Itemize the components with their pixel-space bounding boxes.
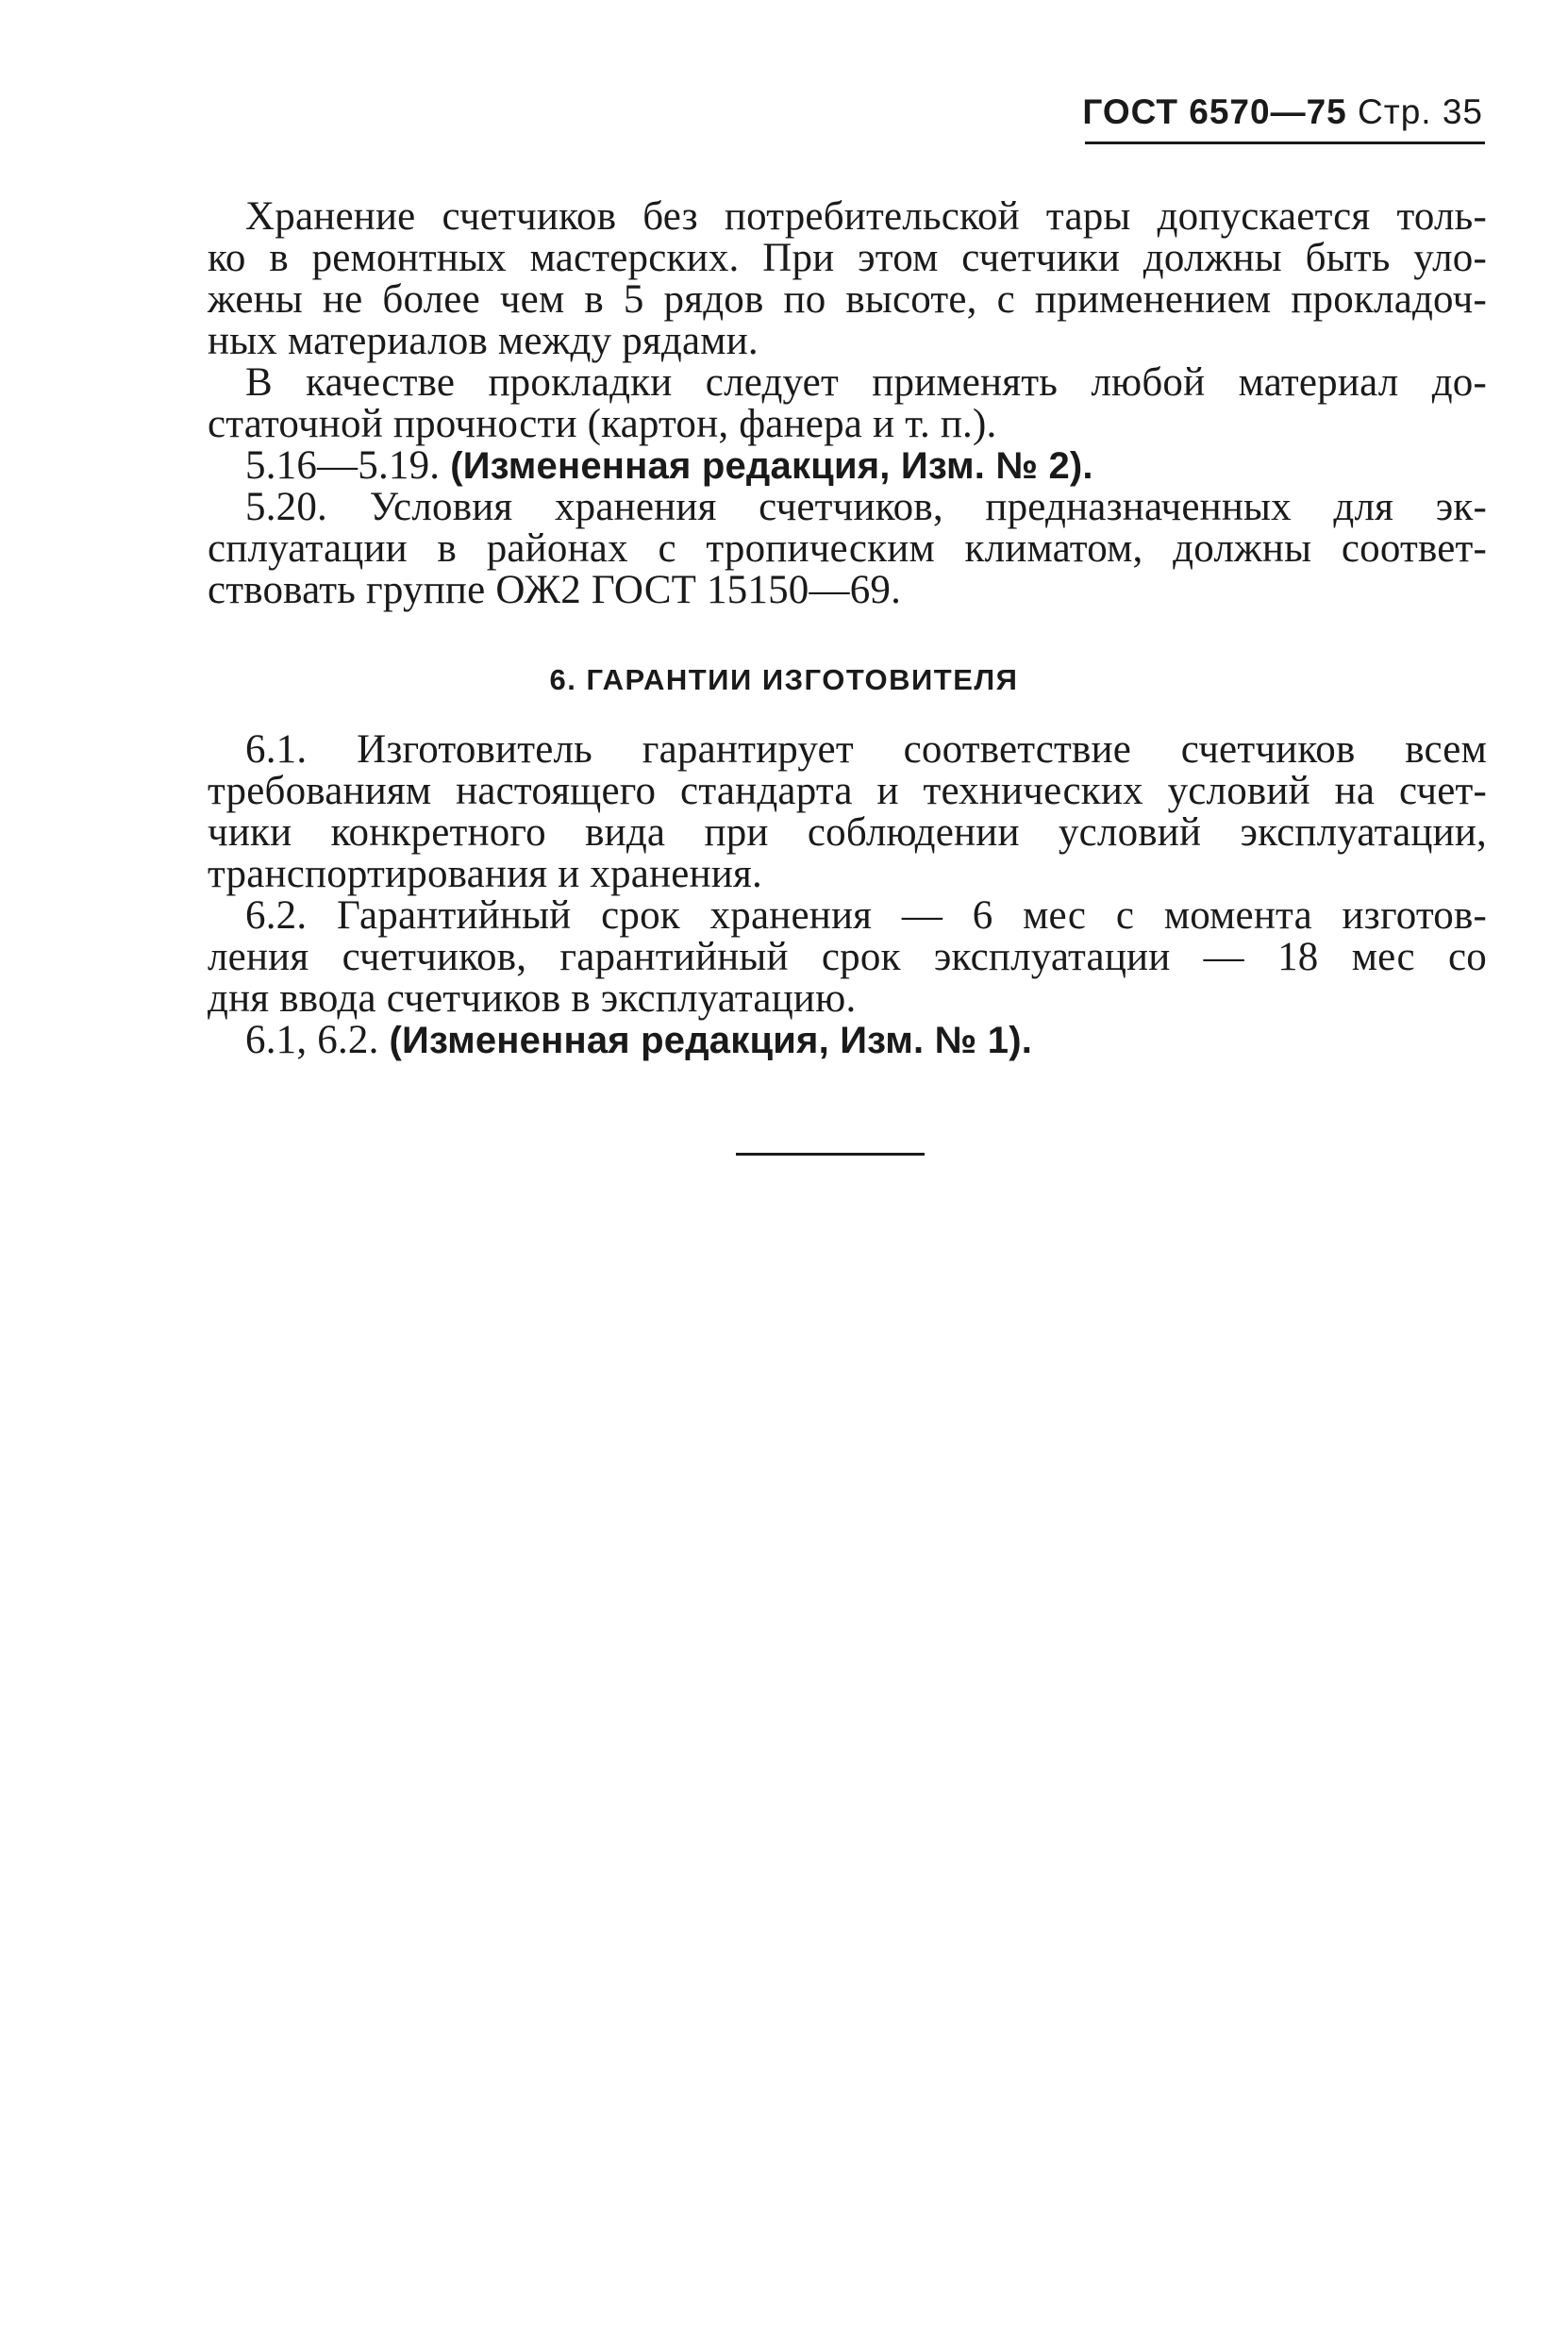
amendment-text: (Измененная редакция, Изм. № 1). (389, 1020, 1033, 1061)
standard-designation: ГОСТ 6570—75 (1082, 92, 1347, 131)
amendment-text: (Измененная редакция, Изм. № 2). (450, 445, 1093, 487)
text-line: жены не более чем в 5 рядов по высоте, с применением прокладоч- (208, 277, 1487, 322)
text-line: 6.2. Гарантийный срок хранения — 6 мес с момента изготов- (245, 893, 1487, 938)
text-line: ствовать группе ОЖ2 ГОСТ 15150—69. (208, 568, 902, 612)
text-line: ных материалов между рядами. (208, 319, 759, 363)
text-line: статочной прочности (картон, фанера и т. п.). (208, 402, 997, 446)
text-line: ко в ремонтных мастерских. При этом счетчики должны быть уло- (208, 236, 1487, 280)
running-header (1038, 94, 1483, 129)
text-line: 5.20. Условия хранения счетчиков, предназначенных для эк- (245, 485, 1487, 529)
text-line: Хранение счетчиков без потребительской тары допускается толь- (245, 194, 1487, 239)
text-line: В качестве прокладки следует применять любой материал до- (245, 360, 1487, 405)
amendment-note (245, 445, 1093, 486)
amendment-note (245, 1020, 1032, 1060)
text-line: требованиям настоящего стандарта и технических условий на счет- (208, 769, 1487, 813)
header-rule (1085, 142, 1485, 144)
text-line: дня ввода счетчиков в эксплуатацию. (208, 976, 857, 1021)
text-line: ления счетчиков, гарантийный срок эксплуатации — 18 мес со (208, 935, 1487, 979)
amendment-ref: 5.16—5.19. (245, 443, 441, 488)
text-line: чики конкретного вида при соблюдении условий эксплуатации, (208, 810, 1487, 855)
amendment-ref: 6.1, 6.2. (245, 1018, 379, 1062)
page-number: Стр. 35 (1358, 92, 1483, 131)
section-title: 6. ГАРАНТИИ ИЗГОТОВИТЕЛЯ (549, 663, 1019, 696)
text-line: 6.1. Изготовитель гарантирует соответствие счетчиков всем (245, 727, 1487, 772)
text-line: сплуатации в районах с тропическим климатом, должны соответ- (208, 526, 1487, 571)
text-line: транспортирования и хранения. (208, 852, 762, 896)
end-rule (736, 1153, 925, 1156)
